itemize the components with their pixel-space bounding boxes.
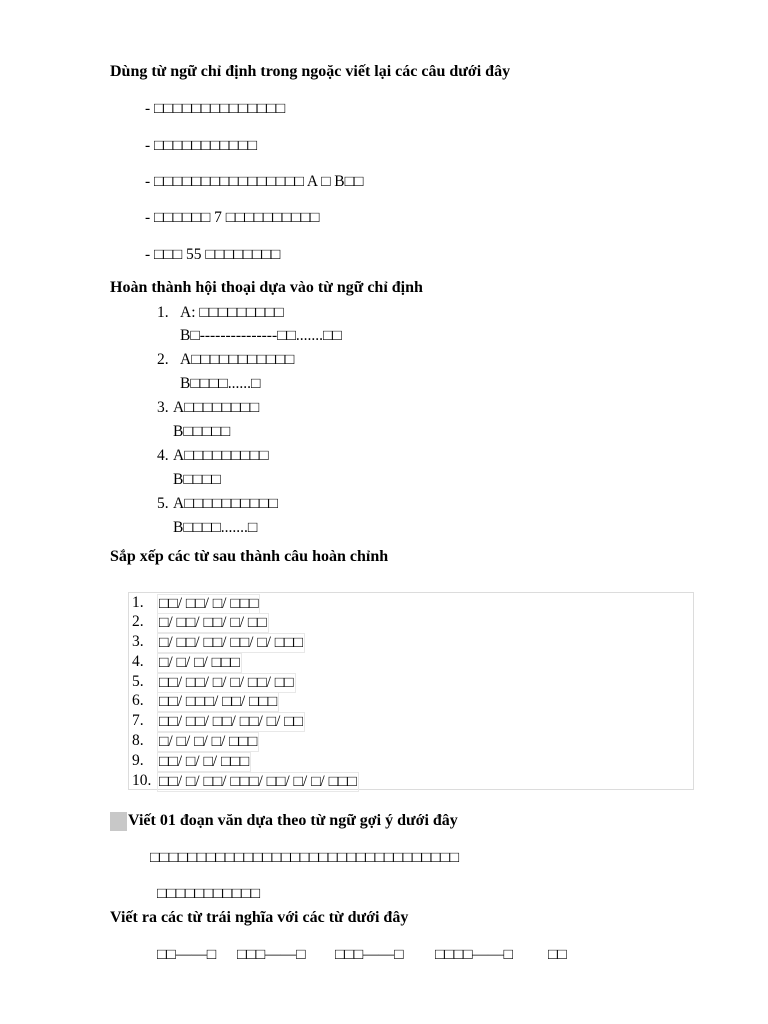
- section-3-heading: Sắp xếp các từ sau thành câu hoàn chỉnh: [110, 548, 389, 565]
- order-item-number: 5.: [132, 673, 144, 690]
- antonym-pair: □□——□: [157, 946, 217, 963]
- order-item-text: □/ □□/ □□/ □/ □□: [159, 614, 267, 631]
- antonym-pair: □□□——□: [335, 946, 404, 963]
- section-2-heading: Hoàn thành hội thoại dựa vào từ ngữ chỉ định: [110, 279, 423, 296]
- dialog-number: 3.: [157, 399, 169, 416]
- dialog-number: 5.: [157, 495, 169, 512]
- dialog-line-b: B□□□□......□: [180, 375, 261, 392]
- dialog-line-a: A□□□□□□□□□□: [173, 495, 278, 512]
- paragraph-line: □□□□□□□□□□□□□□□□□□□□□□□□□□□□□□□□□: [150, 849, 459, 866]
- order-item-number: 7.: [132, 712, 144, 729]
- antonym-pair: □□□——□: [237, 946, 306, 963]
- order-item-text: □/ □□/ □□/ □□/ □/ □□□: [159, 634, 303, 651]
- order-item-text: □□/ □□□/ □□/ □□□: [159, 693, 278, 710]
- heading-marker: [110, 812, 127, 831]
- order-item-number: 9.: [132, 752, 144, 769]
- section-1-heading: Dùng từ ngữ chỉ định trong ngoặc viết lại các câu dưới đây: [110, 63, 511, 80]
- dialog-number: 1.: [157, 304, 169, 321]
- antonym-pair: □□□□——□: [435, 946, 513, 963]
- word-order-box: [128, 592, 694, 790]
- order-item-number: 4.: [132, 653, 144, 670]
- paragraph-line: □□□□□□□□□□□: [157, 885, 260, 902]
- dialog-line-b: B□□□□: [173, 471, 221, 488]
- order-item-number: 8.: [132, 732, 144, 749]
- rewrite-item: - □□□□□□□□□□□□□□: [145, 100, 286, 117]
- dialog-number: 4.: [157, 447, 169, 464]
- order-item-text: □/ □/ □/ □/ □□□: [159, 733, 258, 750]
- order-item-number: 2.: [132, 613, 144, 630]
- order-item-number: 10.: [132, 772, 152, 789]
- rewrite-item: - □□□□□□□□□□□: [145, 137, 258, 154]
- dialog-line-b: B□---------------□□.......□□: [180, 327, 342, 344]
- order-item-text: □□/ □□/ □/ □□□: [159, 595, 259, 612]
- dialog-line-b: B□□□□□: [173, 423, 231, 440]
- order-item-number: 6.: [132, 692, 144, 709]
- rewrite-item: - □□□□□□ 7 □□□□□□□□□□: [145, 209, 320, 226]
- order-item-text: □□/ □/ □□/ □□□/ □□/ □/ □/ □□□: [159, 773, 357, 790]
- dialog-number: 2.: [157, 351, 169, 368]
- order-item-text: □□/ □□/ □/ □/ □□/ □□: [159, 674, 294, 691]
- dialog-line-a: A: □□□□□□□□□: [180, 304, 284, 321]
- dialog-line-a: A□□□□□□□□□□□: [180, 351, 295, 368]
- order-item-number: 1.: [132, 594, 144, 611]
- dialog-line-b: B□□□□.......□: [173, 519, 258, 536]
- dialog-line-a: A□□□□□□□□: [173, 399, 260, 416]
- section-5-heading: Viết ra các từ trái nghĩa với các từ dưới đây: [110, 909, 409, 926]
- order-item-text: □/ □/ □/ □□□: [159, 654, 240, 671]
- dialog-line-a: A□□□□□□□□□: [173, 447, 269, 464]
- order-item-text: □□/ □/ □/ □□□: [159, 753, 250, 770]
- order-item-number: 3.: [132, 633, 144, 650]
- rewrite-item: - □□□□□□□□□□□□□□□□ A □ B□□: [145, 173, 364, 190]
- section-4-heading: Viết 01 đoạn văn dựa theo từ ngữ gợi ý dưới đây: [128, 812, 458, 829]
- antonym-pair: □□: [548, 946, 567, 963]
- order-item-text: □□/ □□/ □□/ □□/ □/ □□: [159, 713, 303, 730]
- rewrite-item: - □□□ 55 □□□□□□□□: [145, 246, 281, 263]
